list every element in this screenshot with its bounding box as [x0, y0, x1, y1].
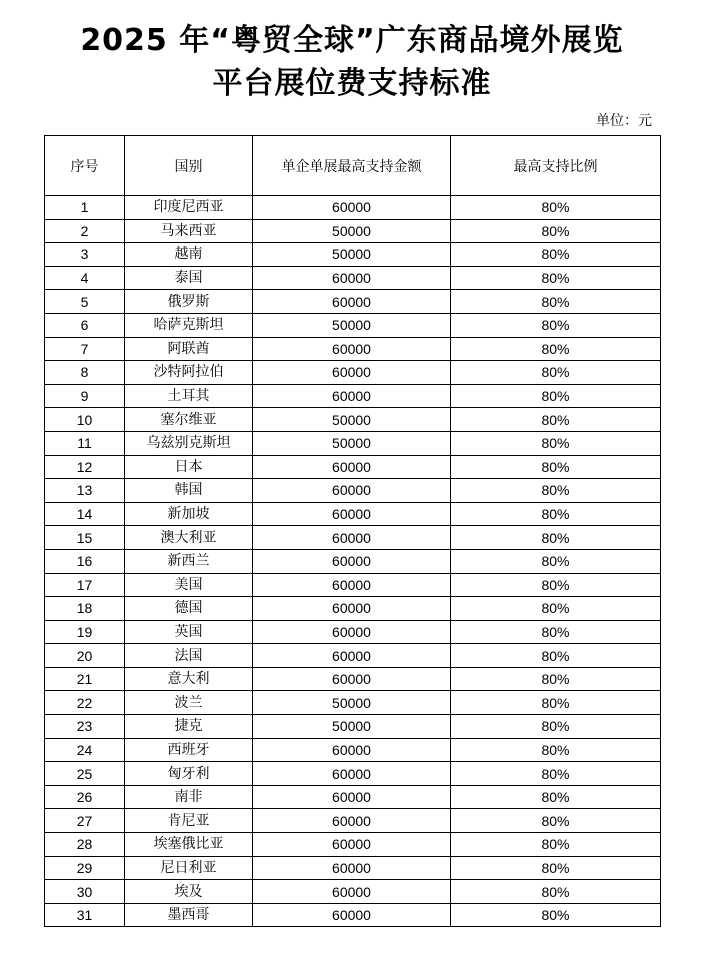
table-row — [45, 738, 661, 762]
cell-ratio: 80% — [451, 856, 661, 880]
cell-country: 南非 — [125, 785, 253, 809]
cell-amount: 60000 — [253, 549, 451, 573]
cell-amount: 60000 — [253, 809, 451, 833]
cell-amount: 60000 — [253, 597, 451, 621]
cell-country: 意大利 — [125, 667, 253, 691]
cell-index: 19 — [45, 620, 125, 644]
cell-index: 4 — [45, 266, 125, 290]
table-row — [45, 313, 661, 337]
cell-amount: 60000 — [253, 266, 451, 290]
table-row — [45, 597, 661, 621]
cell-country: 马来西亚 — [125, 219, 253, 243]
cell-country: 匈牙利 — [125, 762, 253, 786]
cell-ratio: 80% — [451, 785, 661, 809]
table-row — [45, 903, 661, 927]
document-title-line1: 2025 年“粤贸全球”广东商品境外展览 — [80, 23, 624, 58]
table-row — [45, 809, 661, 833]
table-row — [45, 219, 661, 243]
cell-index: 7 — [45, 337, 125, 361]
cell-amount: 60000 — [253, 833, 451, 857]
cell-ratio: 80% — [451, 290, 661, 314]
header-amount: 单企单展最高支持金额 — [253, 136, 451, 196]
cell-country: 墨西哥 — [125, 903, 253, 927]
cell-country: 西班牙 — [125, 738, 253, 762]
cell-amount: 50000 — [253, 431, 451, 455]
cell-amount: 60000 — [253, 738, 451, 762]
cell-index: 11 — [45, 431, 125, 455]
cell-country: 肯尼亚 — [125, 809, 253, 833]
table-row — [45, 526, 661, 550]
cell-ratio: 80% — [451, 431, 661, 455]
header-ratio: 最高支持比例 — [451, 136, 661, 196]
cell-amount: 50000 — [253, 243, 451, 267]
table-body — [45, 196, 661, 927]
table-row — [45, 266, 661, 290]
cell-amount: 60000 — [253, 196, 451, 220]
cell-amount: 50000 — [253, 219, 451, 243]
cell-amount: 60000 — [253, 644, 451, 668]
cell-index: 22 — [45, 691, 125, 715]
table-row — [45, 762, 661, 786]
cell-amount: 60000 — [253, 762, 451, 786]
cell-country: 泰国 — [125, 266, 253, 290]
cell-country: 捷克 — [125, 715, 253, 739]
cell-ratio: 80% — [451, 526, 661, 550]
table-row — [45, 644, 661, 668]
cell-ratio: 80% — [451, 597, 661, 621]
cell-country: 日本 — [125, 455, 253, 479]
cell-index: 13 — [45, 479, 125, 503]
cell-amount: 60000 — [253, 384, 451, 408]
cell-index: 14 — [45, 502, 125, 526]
cell-amount: 50000 — [253, 691, 451, 715]
table-row — [45, 549, 661, 573]
table-row — [45, 479, 661, 503]
cell-country: 沙特阿拉伯 — [125, 361, 253, 385]
cell-ratio: 80% — [451, 667, 661, 691]
cell-country: 新西兰 — [125, 549, 253, 573]
cell-ratio: 80% — [451, 620, 661, 644]
cell-index: 29 — [45, 856, 125, 880]
table-row — [45, 715, 661, 739]
cell-amount: 60000 — [253, 361, 451, 385]
cell-index: 1 — [45, 196, 125, 220]
header-country: 国别 — [125, 136, 253, 196]
cell-country: 德国 — [125, 597, 253, 621]
cell-index: 17 — [45, 573, 125, 597]
cell-ratio: 80% — [451, 479, 661, 503]
cell-index: 31 — [45, 903, 125, 927]
cell-ratio: 80% — [451, 219, 661, 243]
cell-index: 25 — [45, 762, 125, 786]
cell-amount: 50000 — [253, 715, 451, 739]
cell-ratio: 80% — [451, 762, 661, 786]
table-row — [45, 880, 661, 904]
table-row — [45, 337, 661, 361]
cell-country: 法国 — [125, 644, 253, 668]
cell-index: 16 — [45, 549, 125, 573]
cell-country: 俄罗斯 — [125, 290, 253, 314]
cell-index: 8 — [45, 361, 125, 385]
cell-ratio: 80% — [451, 549, 661, 573]
cell-amount: 60000 — [253, 526, 451, 550]
cell-amount: 60000 — [253, 337, 451, 361]
cell-country: 阿联酋 — [125, 337, 253, 361]
cell-country: 澳大利亚 — [125, 526, 253, 550]
cell-ratio: 80% — [451, 408, 661, 432]
table-row — [45, 455, 661, 479]
cell-ratio: 80% — [451, 196, 661, 220]
cell-country: 尼日利亚 — [125, 856, 253, 880]
cell-amount: 60000 — [253, 785, 451, 809]
table-row — [45, 408, 661, 432]
table-header-row — [45, 136, 661, 196]
document-title-line2: 平台展位费支持标准 — [212, 66, 492, 101]
cell-amount: 60000 — [253, 290, 451, 314]
cell-ratio: 80% — [451, 266, 661, 290]
cell-index: 18 — [45, 597, 125, 621]
table-row — [45, 667, 661, 691]
cell-index: 27 — [45, 809, 125, 833]
cell-country: 埃及 — [125, 880, 253, 904]
cell-amount: 60000 — [253, 667, 451, 691]
cell-amount: 60000 — [253, 479, 451, 503]
cell-amount: 50000 — [253, 313, 451, 337]
cell-ratio: 80% — [451, 455, 661, 479]
cell-amount: 60000 — [253, 856, 451, 880]
table-row — [45, 384, 661, 408]
cell-country: 越南 — [125, 243, 253, 267]
cell-ratio: 80% — [451, 337, 661, 361]
header-index: 序号 — [45, 136, 125, 196]
cell-country: 哈萨克斯坦 — [125, 313, 253, 337]
cell-ratio: 80% — [451, 833, 661, 857]
table-row — [45, 502, 661, 526]
cell-ratio: 80% — [451, 691, 661, 715]
cell-index: 15 — [45, 526, 125, 550]
cell-index: 3 — [45, 243, 125, 267]
cell-ratio: 80% — [451, 502, 661, 526]
cell-amount: 60000 — [253, 903, 451, 927]
cell-ratio: 80% — [451, 715, 661, 739]
cell-ratio: 80% — [451, 738, 661, 762]
table-row — [45, 361, 661, 385]
cell-ratio: 80% — [451, 313, 661, 337]
cell-index: 20 — [45, 644, 125, 668]
cell-ratio: 80% — [451, 573, 661, 597]
cell-ratio: 80% — [451, 361, 661, 385]
cell-index: 21 — [45, 667, 125, 691]
cell-index: 24 — [45, 738, 125, 762]
cell-ratio: 80% — [451, 644, 661, 668]
table-row — [45, 243, 661, 267]
cell-country: 美国 — [125, 573, 253, 597]
table-row — [45, 833, 661, 857]
cell-country: 塞尔维亚 — [125, 408, 253, 432]
table-row — [45, 573, 661, 597]
cell-index: 30 — [45, 880, 125, 904]
support-standard-table — [44, 135, 661, 927]
cell-index: 26 — [45, 785, 125, 809]
table-row — [45, 290, 661, 314]
cell-index: 2 — [45, 219, 125, 243]
cell-index: 28 — [45, 833, 125, 857]
cell-index: 12 — [45, 455, 125, 479]
cell-ratio: 80% — [451, 809, 661, 833]
table-row — [45, 196, 661, 220]
cell-country: 新加坡 — [125, 502, 253, 526]
unit-label: 单位：元 — [596, 113, 652, 129]
cell-country: 韩国 — [125, 479, 253, 503]
cell-country: 印度尼西亚 — [125, 196, 253, 220]
cell-country: 英国 — [125, 620, 253, 644]
cell-country: 埃塞俄比亚 — [125, 833, 253, 857]
table-row — [45, 620, 661, 644]
table-row — [45, 785, 661, 809]
cell-ratio: 80% — [451, 384, 661, 408]
cell-index: 6 — [45, 313, 125, 337]
cell-ratio: 80% — [451, 880, 661, 904]
table-row — [45, 691, 661, 715]
cell-index: 23 — [45, 715, 125, 739]
cell-country: 波兰 — [125, 691, 253, 715]
cell-amount: 60000 — [253, 502, 451, 526]
cell-amount: 60000 — [253, 455, 451, 479]
cell-ratio: 80% — [451, 243, 661, 267]
cell-index: 9 — [45, 384, 125, 408]
cell-amount: 60000 — [253, 573, 451, 597]
table-row — [45, 431, 661, 455]
cell-amount: 50000 — [253, 408, 451, 432]
cell-index: 5 — [45, 290, 125, 314]
cell-amount: 60000 — [253, 620, 451, 644]
cell-index: 10 — [45, 408, 125, 432]
cell-amount: 60000 — [253, 880, 451, 904]
cell-country: 乌兹别克斯坦 — [125, 431, 253, 455]
cell-ratio: 80% — [451, 903, 661, 927]
table-row — [45, 856, 661, 880]
cell-country: 土耳其 — [125, 384, 253, 408]
